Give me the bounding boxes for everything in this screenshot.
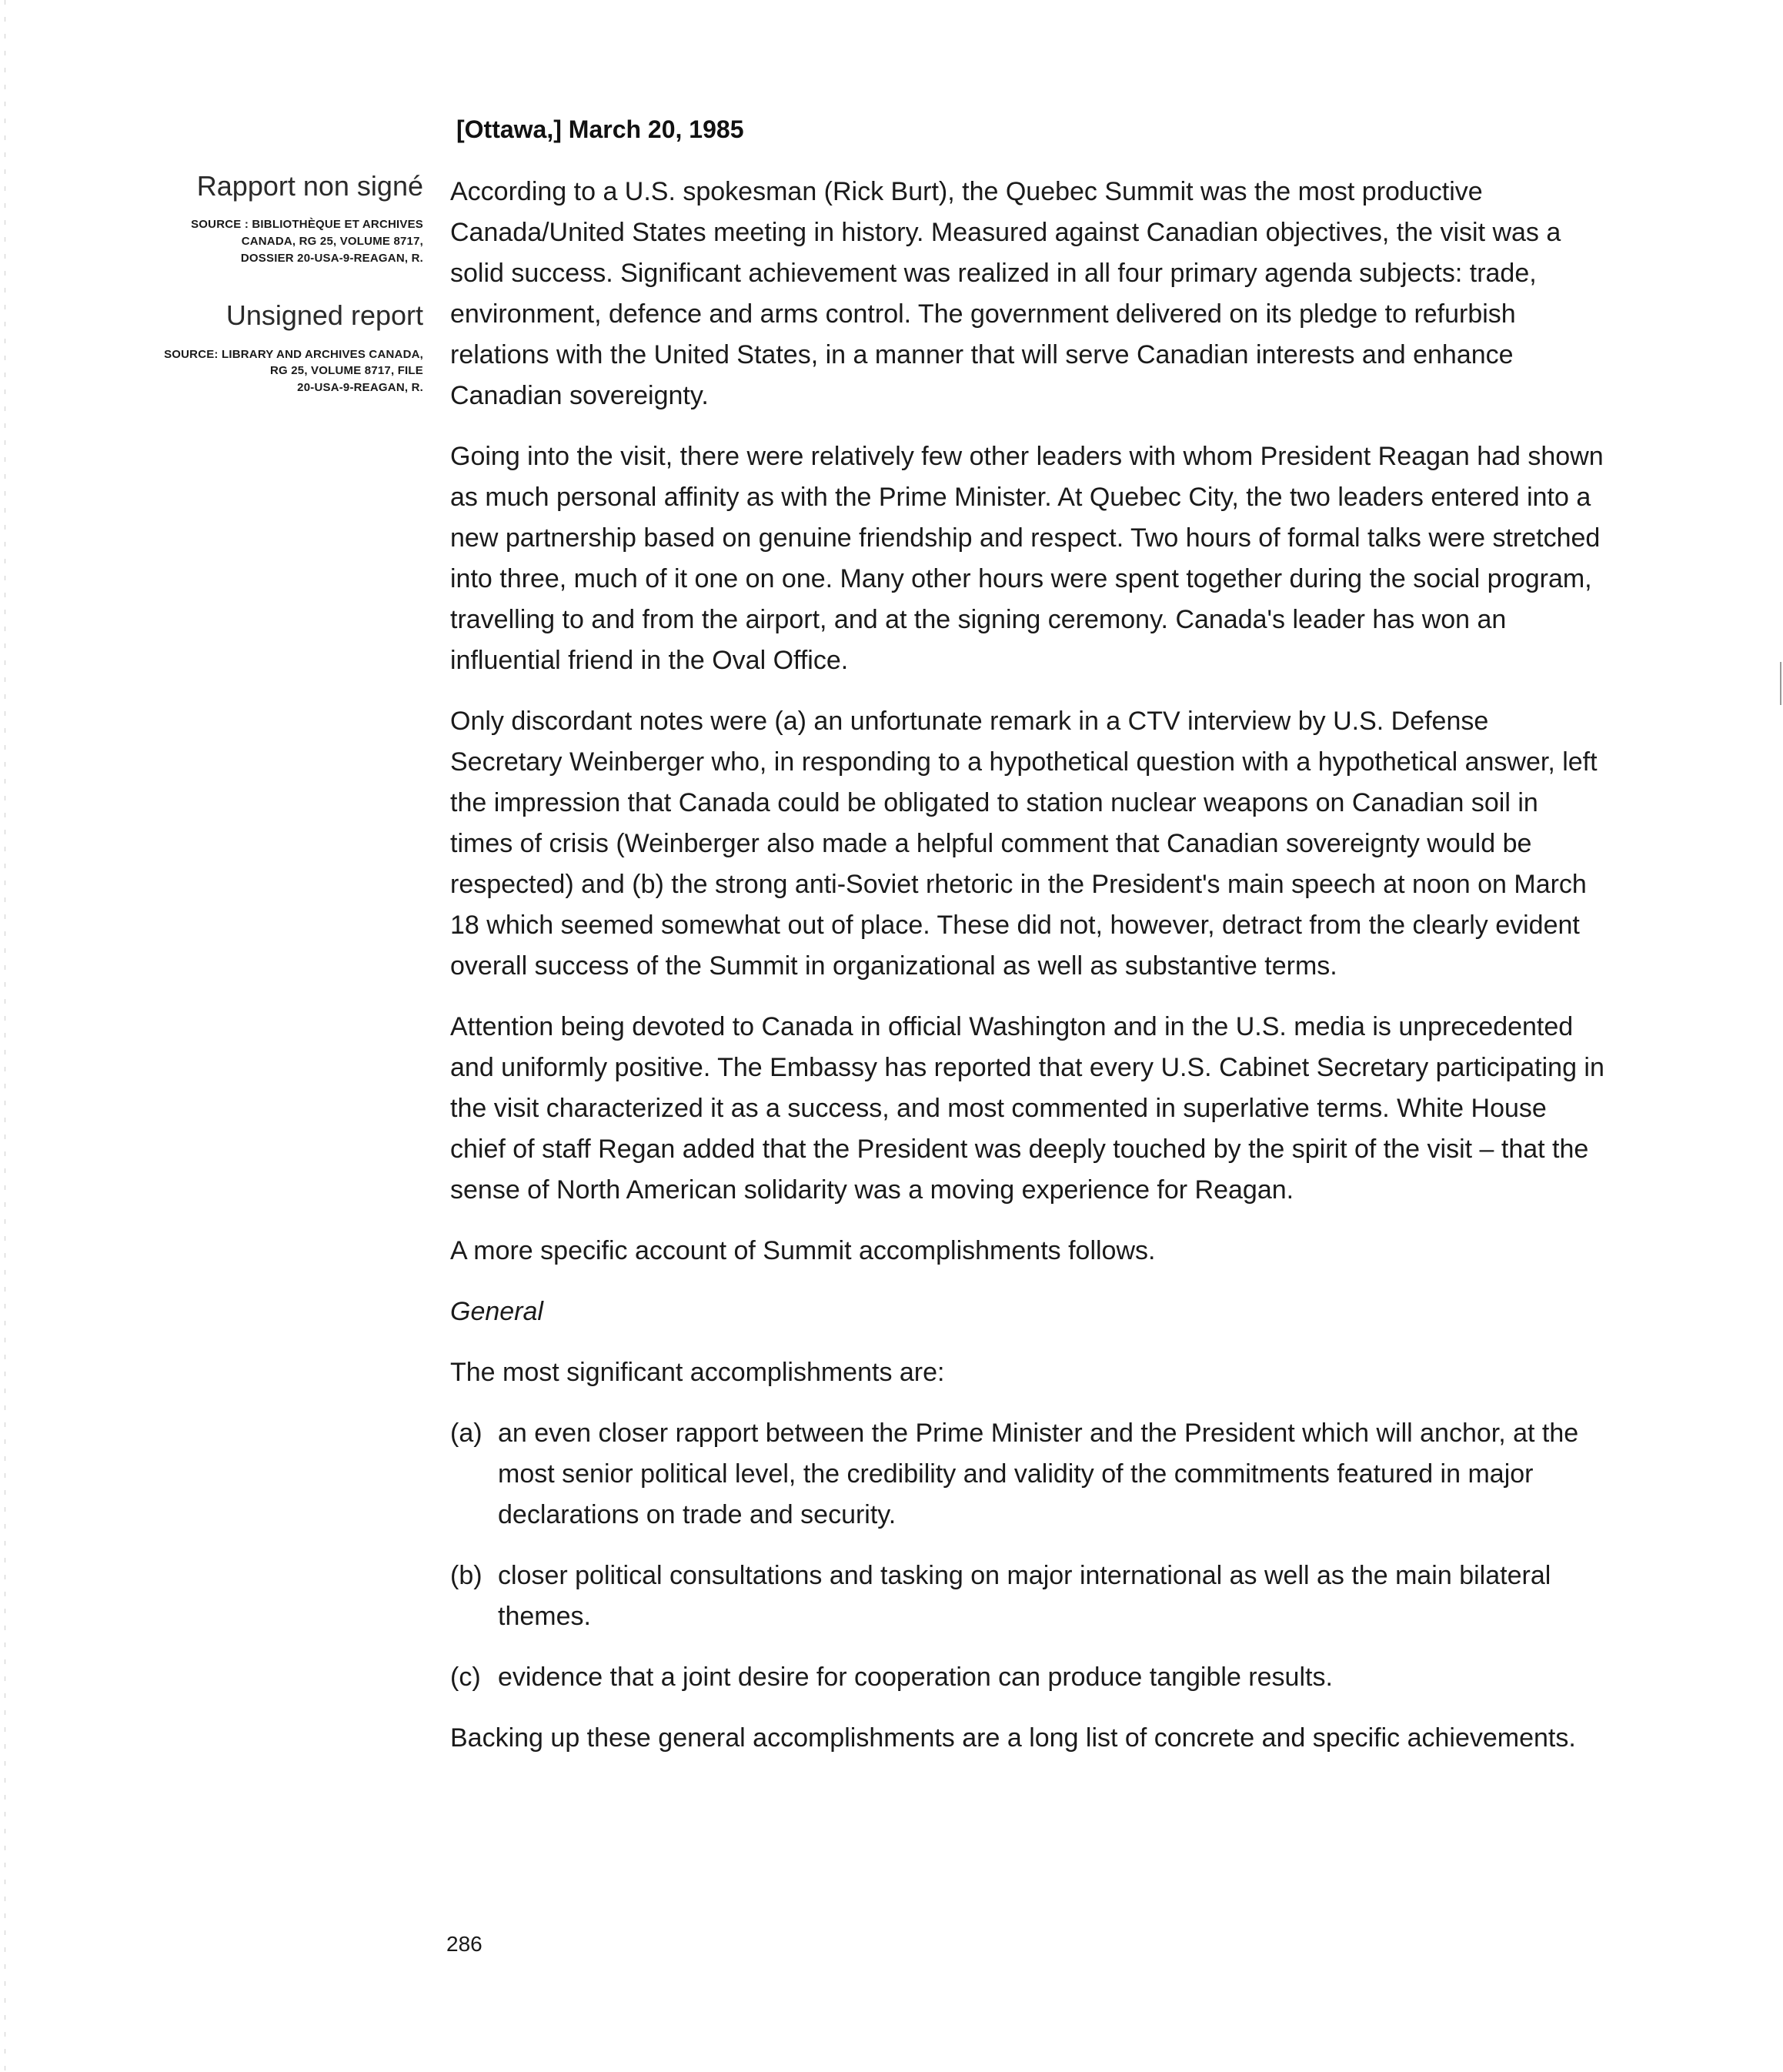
sidebar-entry-french	[92, 169, 423, 266]
list-marker: (a)	[450, 1419, 482, 1448]
list-marker: (b)	[450, 1561, 482, 1590]
paragraph: A more specific account of Summit accomplishments follows.	[450, 1236, 1156, 1265]
sidebar-entry-english	[92, 299, 423, 396]
sidebar-source-french	[92, 216, 423, 266]
list-item	[450, 1657, 1604, 1698]
page-number: 286	[446, 1932, 482, 1956]
list-item-text: closer political consultations and tasking on major international as well as the main bilateral themes.	[498, 1561, 1551, 1631]
sidebar-title-french: Rapport non signé	[196, 170, 423, 202]
source-line: DOSSIER 20-USA-9-REAGAN, R.	[240, 251, 423, 265]
paragraph: Attention being devoted to Canada in official Washington and in the U.S. media is unprecedented and uniformly positive. The Embassy has reported that every U.S. Cabinet Secretary participating in the visit characterized it as a success, and most commented in superlative terms. White House chief of staff Regan added that the President was deeply touched by the spirit of the visit – that the sense of North American solidarity was a moving experience for Reagan.	[450, 1012, 1604, 1205]
closing-paragraph: Backing up these general accomplishments are a long list of concrete and specific achievements.	[450, 1723, 1576, 1753]
source-line: 20-USA-9-REAGAN, R.	[297, 381, 423, 395]
list-item	[450, 1413, 1604, 1536]
dateline: [Ottawa,] March 20, 1985	[456, 115, 744, 143]
document-body	[450, 115, 1604, 1779]
list-intro: The most significant accomplishments are:	[450, 1358, 945, 1387]
source-line: CANADA, RG 25, VOLUME 8717,	[241, 234, 423, 248]
source-line: SOURCE : BIBLIOTHÈQUE ET ARCHIVES	[191, 218, 423, 232]
paragraph: Only discordant notes were (a) an unfortunate remark in a CTV interview by U.S. Defense Secretary Weinberger who, in responding to a hypothetical question with a hypothetical answer, left the impression that Canada could be obligated to station nuclear weapons on Canadian soil in times of crisis (Weinberger also made a helpful comment that Canadian sovereignty would be respected) and (b) the strong anti-Soviet rhetoric in the President's main speech at noon on March 18 which seemed somewhat out of place. These did not, however, detract from the clearly evident overall success of the Summit in organizational as well as substantive terms.	[450, 707, 1598, 981]
list-item-text: an even closer rapport between the Prime Minister and the President which will anchor, at the most senior political level, the credibility and validity of the commitments featured in major declarations on trade and security.	[498, 1419, 1579, 1529]
list-item	[450, 1556, 1604, 1637]
section-subheading: General	[450, 1297, 543, 1326]
sidebar-source-english	[92, 346, 423, 396]
paragraph: According to a U.S. spokesman (Rick Burt), the Quebec Summit was the most productive Canada/United States meeting in history. Measured against Canadian objectives, the visit was a solid success. Significant achievement was realized in all four primary agenda subjects: trade, environment, defence and arms control. The government delivered on its pledge to refurbish relations with the United States, in a manner that will serve Canadian interests and enhance Canadian sovereignty.	[450, 177, 1561, 410]
list-item-text: evidence that a joint desire for cooperation can produce tangible results.	[498, 1663, 1333, 1692]
source-line: SOURCE: LIBRARY AND ARCHIVES CANADA,	[164, 347, 423, 361]
paragraph: Going into the visit, there were relatively few other leaders with whom President Reagan had shown as much personal affinity as with the Prime Minister. At Quebec City, the two leaders entered into a new partnership based on genuine friendship and respect. Two hours of formal talks were stretched into three, much of it one on one. Many other hours were spent together during the social program, travelling to and from the airport, and at the signing ceremony. Canada's leader has won an influential friend in the Oval Office.	[450, 442, 1604, 675]
source-line: RG 25, VOLUME 8717, FILE	[269, 364, 423, 378]
list-marker: (c)	[450, 1663, 481, 1692]
sidebar	[92, 169, 423, 429]
sidebar-title-english: Unsigned report	[225, 299, 423, 332]
margin-mark	[1780, 662, 1781, 705]
